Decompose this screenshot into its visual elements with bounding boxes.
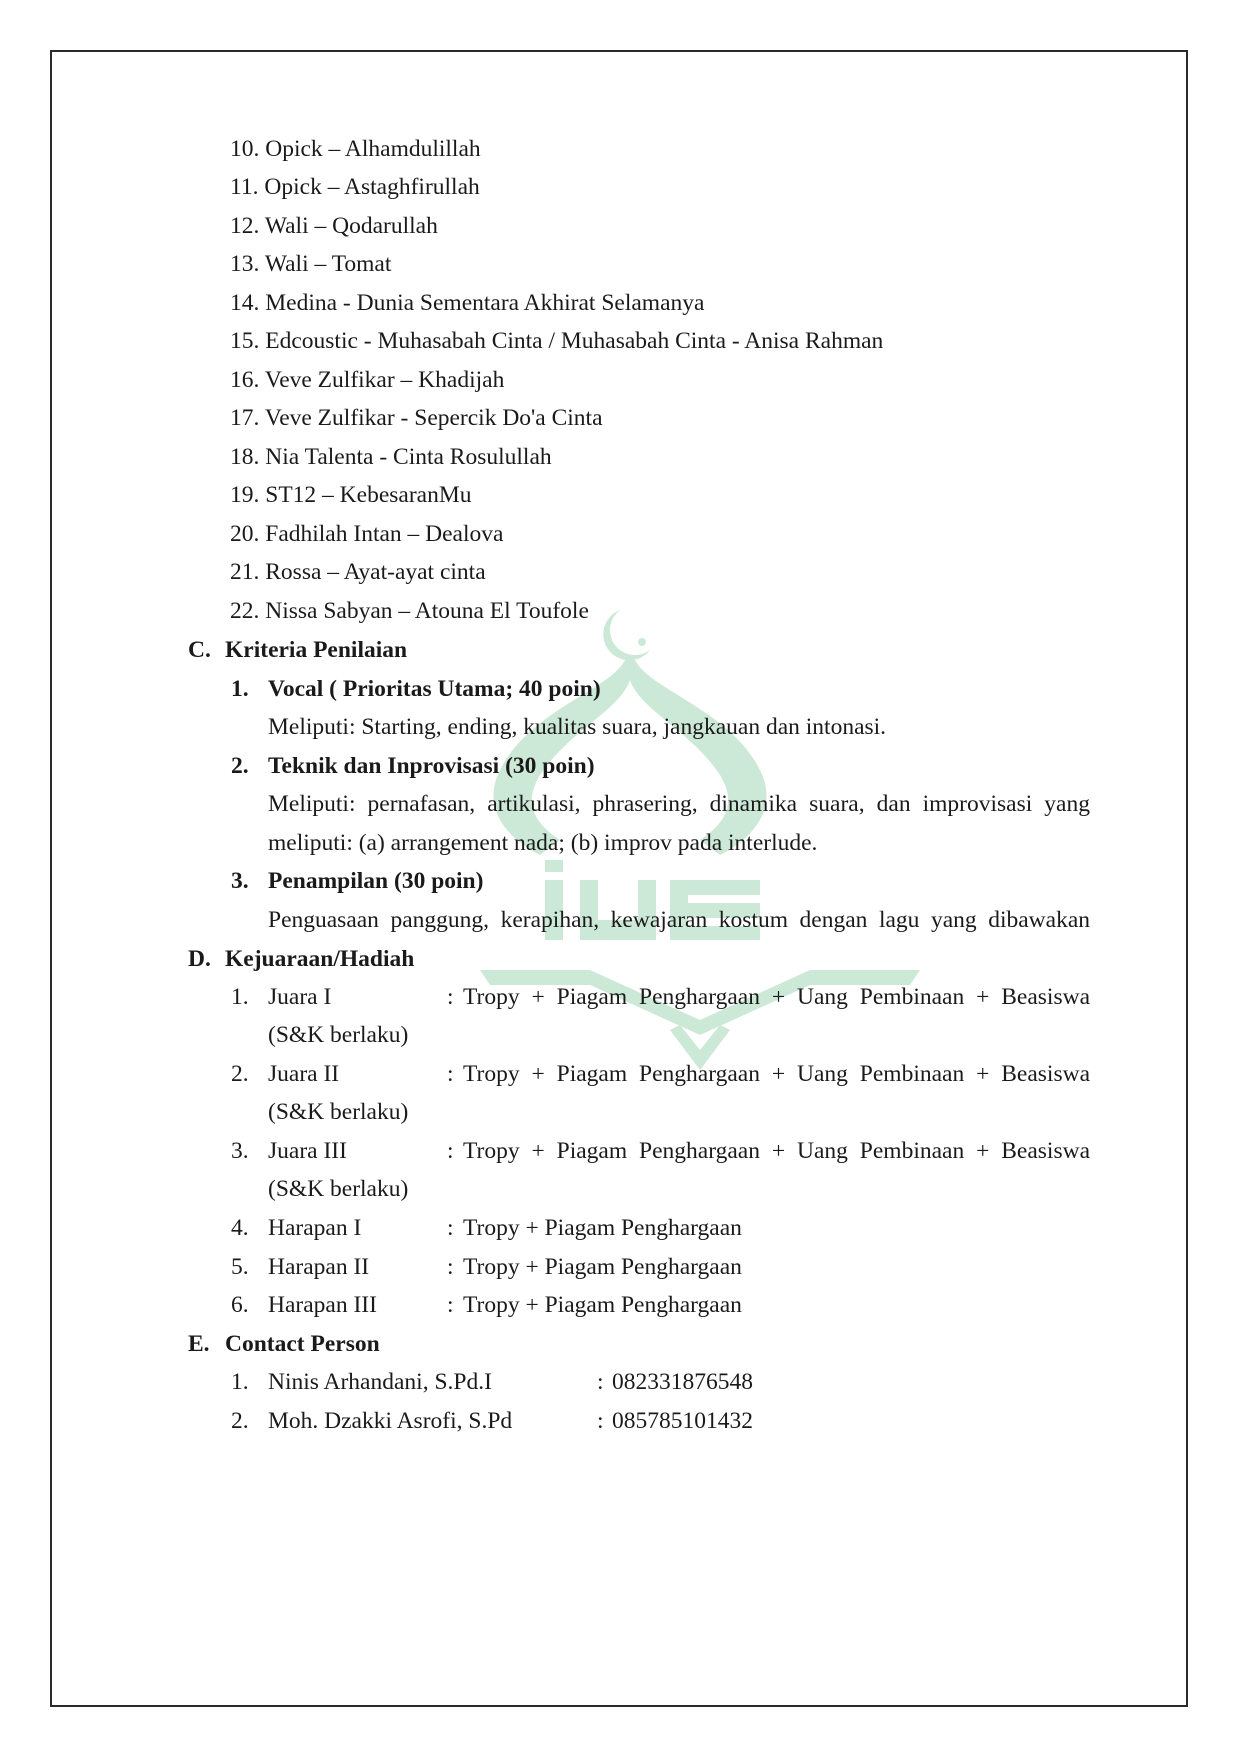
contact-phone: 082331876548 bbox=[612, 1369, 753, 1395]
criterion-3-title: Penampilan (30 poin) bbox=[268, 868, 484, 894]
prize-colon: : bbox=[447, 984, 454, 1010]
song-number: 16. bbox=[230, 367, 260, 393]
contact-colon: : bbox=[597, 1369, 604, 1395]
prize-label: Harapan III bbox=[268, 1292, 377, 1318]
song-title: Opick – Astaghfirullah bbox=[264, 174, 480, 200]
prize-label: Harapan I bbox=[268, 1215, 362, 1241]
song-number: 15. bbox=[230, 328, 260, 354]
song-item bbox=[230, 596, 589, 626]
criterion-2-description-line-1: Meliputi: pernafasan, artikulasi, phrasering, dinamika suara, dan improvisasi yang bbox=[268, 791, 1090, 817]
criterion-1-number: 1. bbox=[231, 676, 249, 702]
prize-number: 4. bbox=[231, 1215, 249, 1241]
prize-value: Tropy + Piagam Penghargaan + Uang Pembinaan + Beasiswa bbox=[463, 984, 1090, 1010]
song-title: Rossa – Ayat-ayat cinta bbox=[265, 559, 486, 585]
song-title: Veve Zulfikar - Sepercik Do'a Cinta bbox=[264, 405, 603, 431]
prize-label: Harapan II bbox=[268, 1254, 370, 1280]
criterion-2-title: Teknik dan Inprovisasi (30 poin) bbox=[268, 753, 595, 779]
song-number: 22. bbox=[230, 598, 260, 624]
song-title: Fadhilah Intan – Dealova bbox=[265, 521, 504, 547]
prize-terms: (S&K berlaku) bbox=[268, 1099, 409, 1125]
song-number: 10. bbox=[230, 136, 260, 162]
song-number: 13. bbox=[230, 251, 260, 277]
song-item bbox=[230, 326, 883, 356]
prize-number: 3. bbox=[231, 1138, 249, 1164]
contact-colon: : bbox=[597, 1408, 604, 1434]
song-item bbox=[230, 365, 504, 395]
song-item bbox=[230, 172, 480, 202]
song-title: Medina - Dunia Sementara Akhirat Selamanya bbox=[265, 290, 705, 316]
song-number: 18. bbox=[230, 444, 260, 470]
prize-number: 5. bbox=[231, 1254, 249, 1280]
prize-label: Juara III bbox=[268, 1138, 347, 1164]
song-title: Opick – Alhamdulillah bbox=[265, 136, 481, 162]
song-item bbox=[230, 519, 503, 549]
prize-value: Tropy + Piagam Penghargaan bbox=[463, 1215, 742, 1241]
song-number: 20. bbox=[230, 521, 260, 547]
song-item bbox=[230, 211, 438, 241]
song-title: ST12 – KebesaranMu bbox=[265, 482, 472, 508]
section-e-letter: E. bbox=[188, 1331, 210, 1357]
prize-label: Juara I bbox=[268, 984, 332, 1010]
song-title: Nia Talenta - Cinta Rosulullah bbox=[265, 444, 552, 470]
prize-value: Tropy + Piagam Penghargaan + Uang Pembinaan + Beasiswa bbox=[463, 1138, 1090, 1164]
prize-number: 1. bbox=[231, 984, 249, 1010]
song-item bbox=[230, 557, 486, 587]
contact-number: 1. bbox=[231, 1369, 249, 1395]
song-item bbox=[230, 134, 481, 164]
prize-value: Tropy + Piagam Penghargaan bbox=[463, 1292, 742, 1318]
prize-label: Juara II bbox=[268, 1061, 340, 1087]
criterion-2-description-line-2: meliputi: (a) arrangement nada; (b) improv pada interlude. bbox=[268, 830, 818, 856]
contact-number: 2. bbox=[231, 1408, 249, 1434]
contact-phone: 085785101432 bbox=[612, 1408, 753, 1434]
prize-colon: : bbox=[447, 1292, 454, 1318]
song-number: 19. bbox=[230, 482, 260, 508]
section-c-letter: C. bbox=[188, 637, 211, 663]
prize-number: 6. bbox=[231, 1292, 249, 1318]
song-title: Edcoustic - Muhasabah Cinta / Muhasabah Cinta - Anisa Rahman bbox=[265, 328, 884, 354]
song-title: Wali – Tomat bbox=[264, 251, 392, 277]
prize-terms: (S&K berlaku) bbox=[268, 1022, 409, 1048]
prize-colon: : bbox=[447, 1254, 454, 1280]
song-item bbox=[230, 403, 603, 433]
prize-number: 2. bbox=[231, 1061, 249, 1087]
prize-colon: : bbox=[447, 1215, 454, 1241]
criterion-3-description: Penguasaan panggung, kerapihan, kewajaran kostum dengan lagu yang dibawakan bbox=[268, 907, 1090, 933]
section-c-title: Kriteria Penilaian bbox=[225, 637, 408, 663]
criterion-3-number: 3. bbox=[231, 868, 249, 894]
song-item bbox=[230, 480, 471, 510]
song-item bbox=[230, 288, 704, 318]
song-number: 21. bbox=[230, 559, 260, 585]
song-item bbox=[230, 442, 552, 472]
criterion-1-title: Vocal ( Prioritas Utama; 40 poin) bbox=[268, 676, 601, 702]
song-number: 17. bbox=[230, 405, 260, 431]
section-d-letter: D. bbox=[188, 946, 211, 972]
song-title: Wali – Qodarullah bbox=[264, 213, 438, 239]
prize-terms: (S&K berlaku) bbox=[268, 1176, 409, 1202]
song-number: 12. bbox=[230, 213, 260, 239]
prize-value: Tropy + Piagam Penghargaan + Uang Pembinaan + Beasiswa bbox=[463, 1061, 1090, 1087]
song-title: Nissa Sabyan – Atouna El Toufole bbox=[265, 598, 589, 624]
prize-value: Tropy + Piagam Penghargaan bbox=[463, 1254, 742, 1280]
song-number: 11. bbox=[230, 174, 259, 200]
contact-name: Ninis Arhandani, S.Pd.I bbox=[268, 1369, 492, 1395]
section-e-title: Contact Person bbox=[225, 1331, 380, 1357]
song-item bbox=[230, 249, 391, 279]
prize-colon: : bbox=[447, 1138, 454, 1164]
song-number: 14. bbox=[230, 290, 260, 316]
section-d-title: Kejuaraan/Hadiah bbox=[225, 946, 415, 972]
criterion-1-description: Meliputi: Starting, ending, kualitas suara, jangkauan dan intonasi. bbox=[268, 714, 887, 740]
prize-colon: : bbox=[447, 1061, 454, 1087]
criterion-2-number: 2. bbox=[231, 753, 249, 779]
contact-name: Moh. Dzakki Asrofi, S.Pd bbox=[268, 1408, 513, 1434]
song-title: Veve Zulfikar – Khadijah bbox=[264, 367, 505, 393]
